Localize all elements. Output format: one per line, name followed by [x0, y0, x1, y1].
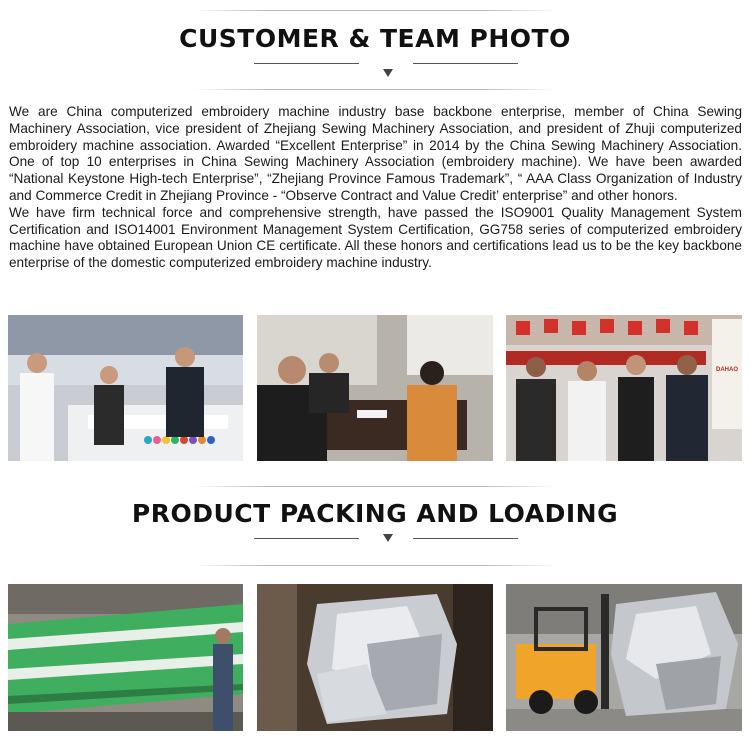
header-top-rule — [193, 10, 557, 11]
intro-paragraph: We are China computerized embroidery machine industry base backbone enterprise, member of China Sewing Machinery Association, vice president of Zhejiang Sewing Machinery Association, and president of Zhuji computerized embroidery machine association. Awarded “Excellent Enterprise” in 2014 by the China Sewing Machinery Association. One of top 10 enterprises in China Sewing Machinery Association (embroidery machine). We have been awarded “National Keystone High-tech Enterprise”, “Zhejiang Province Famous Trademark”, “ AAA Class Organization of Industry and Commerce Credit in Zhejiang Province - “Observe Contract and Value Credit’ enterprise” and other honors. — [9, 104, 742, 203]
booth-banner-text: DAHAO — [716, 367, 738, 373]
meeting-image — [257, 315, 493, 461]
team-section-title: CUSTOMER & TEAM PHOTO — [179, 24, 571, 53]
team-section-header — [0, 10, 750, 90]
down-arrow-icon — [383, 69, 393, 77]
title-underline-right — [413, 538, 518, 539]
header-bottom-rule — [193, 565, 557, 566]
group-photo-image — [506, 315, 742, 461]
packing-section-header — [0, 486, 750, 566]
title-underline-left — [254, 63, 359, 64]
foil-wrapped-image — [257, 584, 493, 731]
header-top-rule — [193, 486, 557, 487]
company-introduction — [9, 104, 742, 272]
photo-embroidery-machine — [8, 584, 243, 731]
packing-section-title: PRODUCT PACKING AND LOADING — [131, 499, 619, 528]
photo-group-booth — [506, 315, 742, 461]
embroidery-machine-image — [8, 584, 243, 731]
trade-show-image — [8, 315, 243, 461]
intro-paragraph: We have firm technical force and comprehensive strength, have passed the ISO9001 Quality Management System Certification and ISO14001 Environment Management System Certification, GG758 series of computerized embroidery machine have obtained European Union CE certificate. All these honors and certifications lead us to be the key backbone enterprise of the domestic computerized embroidery machine industry. — [9, 204, 742, 271]
photo-meeting — [257, 315, 493, 461]
down-arrow-icon — [383, 534, 393, 542]
title-underline-left — [254, 538, 359, 539]
photo-foil-wrapped-container — [257, 584, 493, 731]
photo-forklift-loading — [506, 584, 742, 731]
photo-trade-show-demo — [8, 315, 243, 461]
header-bottom-rule — [193, 89, 557, 90]
forklift-image — [506, 584, 742, 731]
title-underline-right — [413, 63, 518, 64]
